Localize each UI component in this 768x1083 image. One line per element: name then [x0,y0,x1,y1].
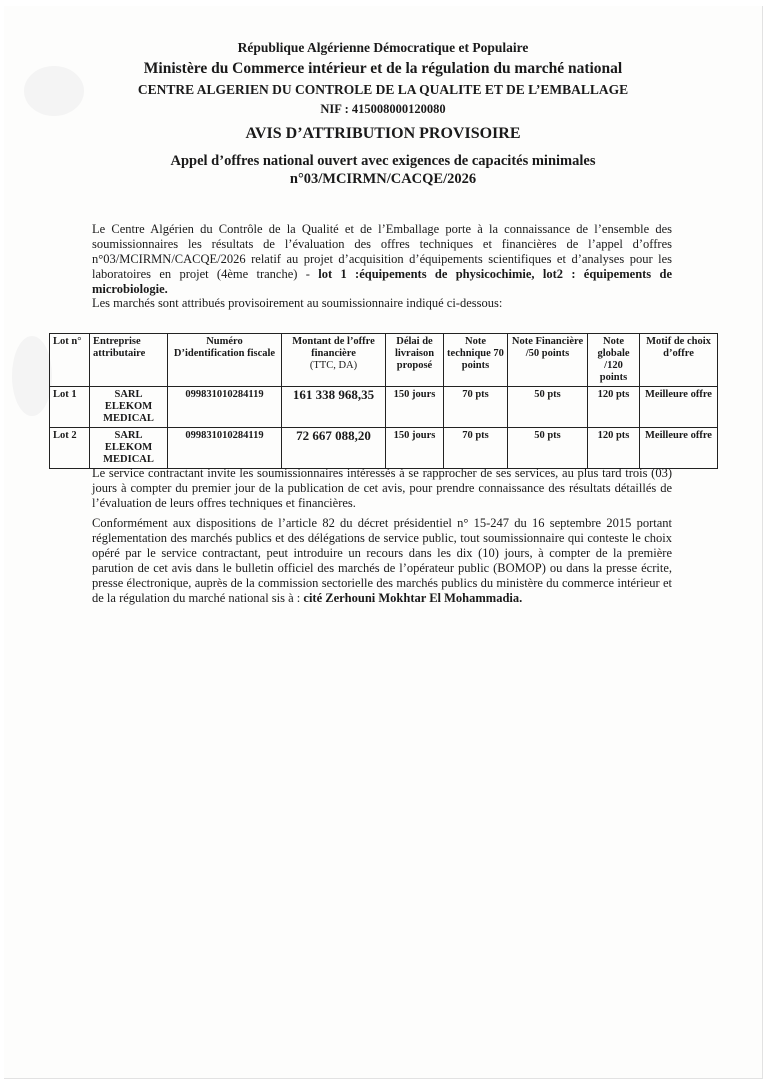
scan-smudge [12,336,52,416]
notice-title: AVIS D’ATTRIBUTION PROVISOIRE [245,125,521,142]
header-nif: Numéro D’identification fiscale [168,334,282,387]
cell-lot: Lot 1 [50,387,90,428]
cell-note-globale: 120 pts [588,387,640,428]
cell-montant: 161 338 968,35 [282,387,386,428]
header-note-technique: Note technique 70 points [444,334,508,387]
award-table [49,333,718,469]
intro-text: Le Centre Algérien du Contrôle de la Qualité et de l’Emballage porte à la connaissance de l’ensemble des soumissionnaires les résultats de l’évaluation des offres techniques et financières de l’appel d’offres n°03/MCIRMN/CACQE/2026 relatif au projet d’acquisition d’équipements scientifiques et d’analyses pour les laboratoires en projet (4ème tranche) - [92,222,672,281]
intro-paragraph [92,222,672,297]
notice-subtitle-line1: Appel d’offres national ouvert avec exigences de capacités minimales [170,153,596,169]
header-montant-label: Montant de l’offre financière [292,336,375,359]
header-delai: Délai de livraison proposé [386,334,444,387]
cell-nif: 099831010284119 [168,387,282,428]
closing-address: cité Zerhouni Mokhtar El Mohammadia. [303,591,523,605]
cell-lot: Lot 2 [50,428,90,469]
cell-motif: Meilleure offre [640,428,718,469]
cell-delai: 150 jours [386,387,444,428]
closing-text: Conformément aux dispositions de l’article 82 du décret présidentiel n° 15-247 du 16 septembre 2015 portant réglementation des marchés publics et des délégations de service public, tout soumissionnaire qui conteste le choix opéré par le service contractant, peut introduire un recours dans les dix (10) jours, à compter de la première parution de cet avis dans le bulletin officiel des marchés de l’opérateur public (BOMOP) ou dans la presse écrite, presse électronique, auprès de la commission sectorielle des marchés publics du ministère du commerce intérieur et de la régulation du marché national sis à : [92,516,672,605]
cell-nif: 099831010284119 [168,428,282,469]
closing-paragraph-1: Le service contractant invite les soumissionnaires intéressés à se rapprocher de ses services, au plus tard trois (03) jours à compter du premier jour de la publication de cet avis, pour prendre connaissance des résultats détaillés de l’évaluation de leurs offres techniques et financières. [92,466,672,510]
cell-entreprise: SARL ELEKOM MEDICAL [90,428,168,469]
cell-note-financiere: 50 pts [508,428,588,469]
header-note-financiere: Note Financière /50 points [508,334,588,387]
cell-note-technique: 70 pts [444,387,508,428]
cell-note-technique: 70 pts [444,428,508,469]
republic-heading: République Algérienne Démocratique et Populaire [237,40,529,55]
header-lot: Lot n° [50,334,90,387]
cell-delai: 150 jours [386,428,444,469]
attribution-line: Les marchés sont attribués provisoirement au soumissionnaire indiqué ci-dessous: [92,296,503,310]
document-page [4,6,763,1079]
header-entreprise: Entreprise attributaire [90,334,168,387]
header-motif: Motif de choix d’offre [640,334,718,387]
cell-montant: 72 667 088,20 [282,428,386,469]
cell-motif: Meilleure offre [640,387,718,428]
table-row [50,387,718,428]
intro-lots: lot 1 :équipements de physicochimie, lot2 : équipements de microbiologie. [92,267,672,296]
closing-paragraph-2 [92,516,672,606]
header-note-globale: Note globale /120 points [588,334,640,387]
centre-heading: CENTRE ALGERIEN DU CONTROLE DE LA QUALITE ET DE L’EMBALLAGE [137,82,629,97]
header-montant [282,334,386,387]
table-header-row [50,334,718,387]
table-row [50,428,718,469]
cell-note-globale: 120 pts [588,428,640,469]
cell-entreprise: SARL ELEKOM MEDICAL [90,387,168,428]
header-montant-unit: (TTC, DA) [309,360,358,371]
nif-line: NIF : 415008000120080 [320,102,446,116]
ministry-heading: Ministère du Commerce intérieur et de la régulation du marché national [143,60,623,77]
cell-note-financiere: 50 pts [508,387,588,428]
notice-subtitle-line2: n°03/MCIRMN/CACQE/2026 [289,171,477,187]
